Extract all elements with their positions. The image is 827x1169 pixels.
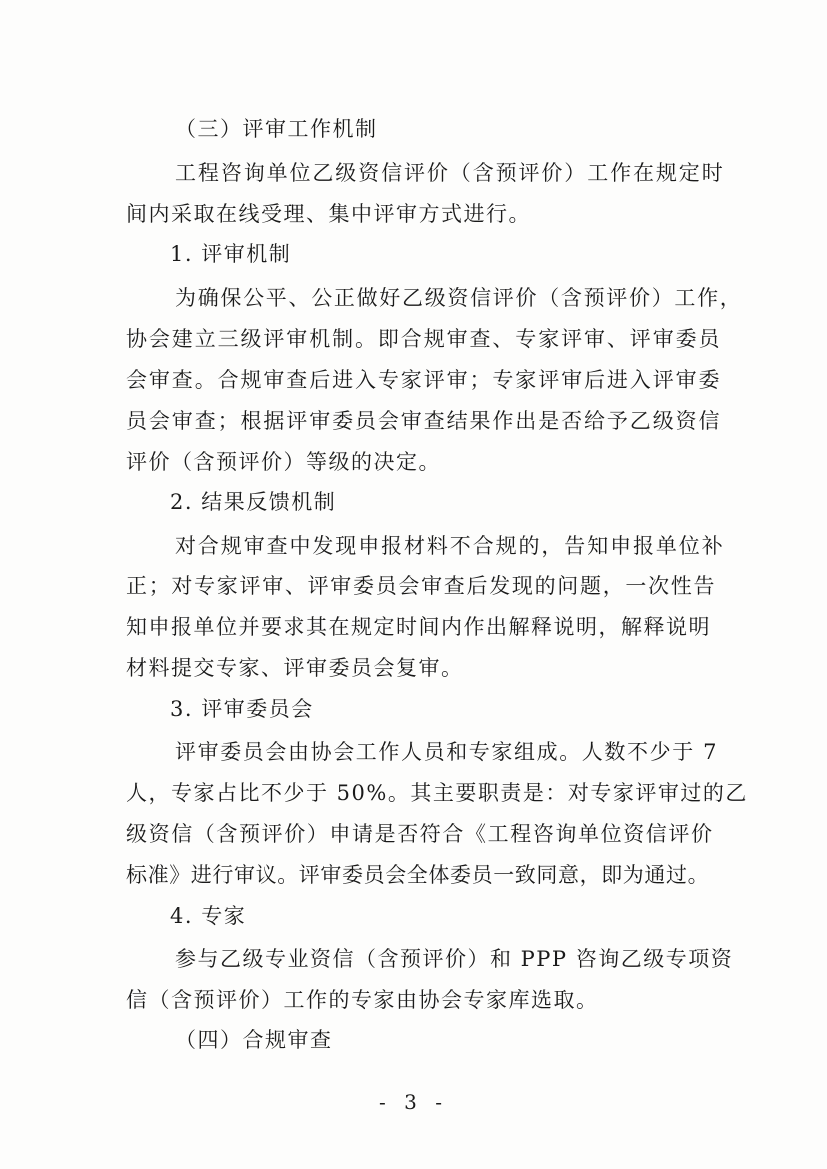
section-heading-4: （四）合规审查: [175, 1028, 333, 1052]
subheading-experts: 4. 专家: [170, 904, 247, 928]
paragraph-line: 正；对专家评审、评审委员会审查后发现的问题，一次性告: [126, 574, 717, 598]
paragraph-line: 标准》进行审议。评审委员会全体委员一致同意，即为通过。: [126, 863, 710, 887]
paragraph-line: 会审查。合规审查后进入专家评审；专家评审后进入评审委: [126, 368, 722, 392]
paragraph-line: 对合规审查中发现申报材料不合规的，告知申报单位补: [175, 534, 725, 558]
paragraph-line: 为确保公平、公正做好乙级资信评价（含预评价）工作，: [175, 286, 743, 310]
paragraph-line: 员会审查；根据评审委员会审查结果作出是否给予乙级资信: [126, 409, 722, 433]
paragraph-line: 材料提交专家、评审委员会复审。: [126, 656, 464, 680]
subheading-feedback-mechanism: 2. 结果反馈机制: [170, 490, 337, 514]
paragraph-line: 评审委员会由协会工作人员和专家组成。人数不少于 7: [175, 740, 719, 764]
page-number: - 3 -: [379, 1090, 448, 1114]
paragraph-line: 参与乙级专业资信（含预评价）和 PPP 咨询乙级专项资: [175, 947, 734, 971]
paragraph-line: 信（含预评价）工作的专家由协会专家库选取。: [126, 988, 599, 1012]
paragraph-line: 间内采取在线受理、集中评审方式进行。: [126, 202, 531, 226]
paragraph-line: 评价（含预评价）等级的决定。: [126, 450, 441, 474]
subheading-review-mechanism: 1. 评审机制: [170, 242, 292, 266]
paragraph-line: 级资信（含预评价）申请是否符合《工程咨询单位资信评价: [126, 822, 714, 846]
paragraph-line: 工程咨询单位乙级资信评价（含预评价）工作在规定时: [175, 161, 725, 185]
paragraph-line: 知申报单位并要求其在规定时间内作出解释说明，解释说明: [126, 615, 711, 639]
subheading-review-committee: 3. 评审委员会: [170, 697, 314, 721]
paragraph-line: 人，专家占比不少于 50%。其主要职责是：对专家评审过的乙: [126, 781, 748, 805]
section-heading-3: （三）评审工作机制: [175, 117, 378, 141]
paragraph-line: 协会建立三级评审机制。即合规审查、专家评审、评审委员: [126, 327, 722, 351]
